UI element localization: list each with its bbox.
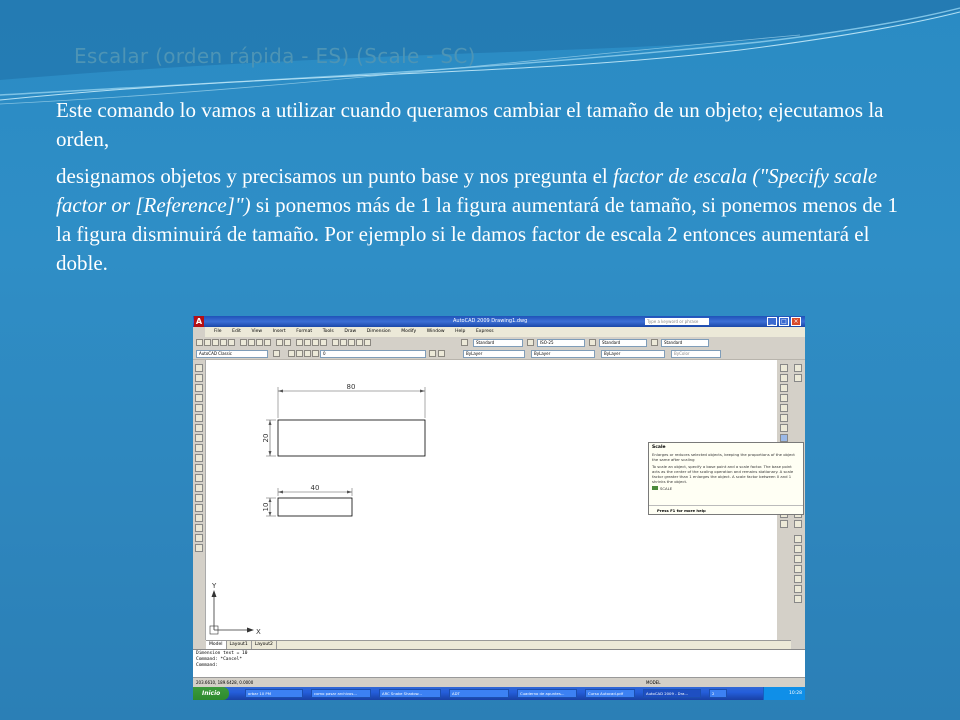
- rectangle-icon[interactable]: [195, 404, 203, 412]
- print-icon[interactable]: [220, 339, 227, 346]
- menu-help[interactable]: Help: [455, 329, 466, 334]
- windows-taskbar: [193, 687, 805, 700]
- slide-title: Escalar (orden rápida - ES) (Scale - SC): [74, 44, 476, 68]
- zoom-realtime-icon[interactable]: [304, 339, 311, 346]
- task-button-active[interactable]: AutoCAD 2009 - Dra...: [643, 689, 701, 698]
- tab-layout2[interactable]: Layout2: [252, 641, 277, 649]
- menu-view[interactable]: View: [251, 329, 263, 334]
- scale-factor-emphasis: factor de escala ("Specify scale factor or [Reference]"): [56, 164, 878, 217]
- draw-toolbar: [193, 360, 206, 640]
- layer-lock-icon[interactable]: [312, 350, 319, 357]
- undo-icon[interactable]: [276, 339, 283, 346]
- tooltip-instructions: To scale an object, specify a base point and a scale factor. The base point acts as the center of the scaling operation and remains stationary. A scale factor greater than 1 enlarges the object. A scale factor between 0 and 1 shrinks the object.: [652, 464, 794, 484]
- circle-icon[interactable]: [195, 424, 203, 432]
- command-line-1: Dimension text = 10: [196, 651, 248, 656]
- small-rectangle[interactable]: [278, 498, 352, 516]
- spline-icon[interactable]: [195, 444, 203, 452]
- task-button[interactable]: Curso Autocad.pdf: [585, 689, 635, 698]
- properties-icon[interactable]: [332, 339, 339, 346]
- task-group-button[interactable]: 2: [709, 689, 727, 698]
- tooltip-title: Scale: [652, 445, 666, 450]
- multileader-style-select[interactable]: Standard: [661, 339, 709, 347]
- array-icon[interactable]: [780, 404, 788, 412]
- autocad-logo-icon[interactable]: A: [195, 317, 203, 326]
- tab-layout1[interactable]: Layout1: [227, 641, 252, 649]
- snap-nearest-icon[interactable]: [794, 595, 802, 603]
- menu-file[interactable]: File: [214, 329, 222, 334]
- command-prompt[interactable]: Command:: [196, 663, 218, 668]
- snap-quadrant-icon[interactable]: [794, 575, 802, 583]
- table-style-icon[interactable]: [589, 339, 596, 346]
- menu-window[interactable]: Window: [426, 329, 445, 334]
- task-button[interactable]: ADT: [449, 689, 509, 698]
- task-button[interactable]: orbar 10 PM: [245, 689, 303, 698]
- title-bar: [193, 316, 805, 327]
- design-center-icon[interactable]: [340, 339, 347, 346]
- ucs-y-label: Y: [212, 582, 217, 590]
- copy-icon[interactable]: [248, 339, 255, 346]
- construction-line-icon[interactable]: [195, 374, 203, 382]
- menu-format[interactable]: Format: [296, 329, 313, 334]
- revision-cloud-icon[interactable]: [195, 434, 203, 442]
- ellipse-icon[interactable]: [195, 454, 203, 462]
- point-icon[interactable]: [195, 494, 203, 502]
- properties-toolbar: [193, 348, 805, 360]
- calculator-icon[interactable]: [356, 339, 363, 346]
- task-button[interactable]: ARC Snake Shadow...: [379, 689, 441, 698]
- cut-icon[interactable]: [240, 339, 247, 346]
- paragraph-2-start: designamos objetos y precisamos un punto base y nos pregunta el: [56, 164, 613, 188]
- color-select[interactable]: ByLayer: [463, 350, 525, 358]
- lineweight-select[interactable]: ByLayer: [601, 350, 665, 358]
- menu-express[interactable]: Express: [475, 329, 494, 334]
- large-height-label: 20: [262, 433, 270, 443]
- draw-order-icon[interactable]: [794, 364, 802, 372]
- make-block-icon[interactable]: [195, 484, 203, 492]
- menu-draw[interactable]: Draw: [344, 329, 357, 334]
- minimize-icon[interactable]: _: [767, 317, 777, 326]
- text-style-select[interactable]: Standard: [473, 339, 523, 347]
- menu-bar: [205, 327, 805, 337]
- maximize-icon[interactable]: □: [779, 317, 789, 326]
- redo-icon[interactable]: [284, 339, 291, 346]
- snap-midpoint-icon[interactable]: [794, 555, 802, 563]
- mirror-icon[interactable]: [780, 384, 788, 392]
- text-front-icon[interactable]: [794, 520, 802, 528]
- dim-style-select[interactable]: ISO-25: [537, 339, 585, 347]
- preview-icon[interactable]: [228, 339, 235, 346]
- search-input[interactable]: Type a keyword or phrase: [645, 318, 709, 325]
- multiline-text-icon[interactable]: [195, 544, 203, 552]
- object-snap-icon[interactable]: [794, 535, 802, 543]
- snap-endpoint-icon[interactable]: [794, 545, 802, 553]
- new-icon[interactable]: [196, 339, 203, 346]
- command-line-icon: [652, 486, 658, 490]
- linetype-select[interactable]: ByLayer: [531, 350, 595, 358]
- small-height-label: 10: [262, 502, 270, 512]
- start-button[interactable]: Inicio: [193, 687, 229, 700]
- close-icon[interactable]: ×: [791, 317, 801, 326]
- tooltip-description: Enlarges or reduces selected objects, keeping the proportions of the object the same after scaling: [652, 452, 795, 462]
- window-title: AutoCAD 2009 Drawing1.dwg: [453, 318, 528, 324]
- bring-front-icon[interactable]: [794, 374, 802, 382]
- zoom-window-icon[interactable]: [312, 339, 319, 346]
- small-width-label: 40: [310, 484, 320, 492]
- system-tray: [763, 687, 805, 700]
- task-button[interactable]: como pasar archivos...: [311, 689, 371, 698]
- make-current-layer-icon[interactable]: [429, 350, 436, 357]
- menu-modify[interactable]: Modify: [401, 329, 417, 334]
- clock: 10:28: [789, 691, 802, 696]
- gradient-icon[interactable]: [195, 514, 203, 522]
- erase-icon[interactable]: [780, 364, 788, 372]
- move-icon[interactable]: [780, 414, 788, 422]
- layer-on-icon[interactable]: [296, 350, 303, 357]
- large-rectangle[interactable]: [278, 420, 425, 456]
- help-icon[interactable]: [364, 339, 371, 346]
- snap-tangent-icon[interactable]: [794, 585, 802, 593]
- polygon-icon[interactable]: [195, 394, 203, 402]
- command-line-2: Command: *Cancel*: [196, 657, 243, 662]
- large-width-label: 80: [346, 383, 356, 391]
- tooltip-command: [652, 486, 800, 491]
- paragraph-2-end: si ponemos más de 1 la figura aumentará de tamaño, si ponemos menos de 1 la figura disminuirá de tamaño. Por ejemplo si le damos factor de escala 2 entonces aumentará el doble.: [56, 193, 898, 275]
- slide-body: [56, 96, 916, 286]
- coordinates-readout: 203.6610, 189.6428, 0.0000: [196, 680, 254, 685]
- scale-tooltip: [648, 442, 804, 515]
- workspace-settings-icon[interactable]: [273, 350, 280, 357]
- table-style-select[interactable]: Standard: [599, 339, 647, 347]
- open-icon[interactable]: [204, 339, 211, 346]
- fillet-icon[interactable]: [780, 520, 788, 528]
- layer-manager-icon[interactable]: [288, 350, 295, 357]
- paragraph-2: [56, 162, 916, 278]
- plotstyle-select[interactable]: ByColor: [671, 350, 721, 358]
- zoom-previous-icon[interactable]: [320, 339, 327, 346]
- workspace-select[interactable]: AutoCAD Classic: [196, 350, 268, 358]
- tool-palettes-icon[interactable]: [348, 339, 355, 346]
- scale-icon[interactable]: [780, 434, 788, 442]
- ucs-icon: [210, 582, 261, 636]
- tab-model[interactable]: Model: [206, 641, 227, 649]
- region-icon[interactable]: [195, 524, 203, 532]
- tooltip-command-name: SCALE: [660, 486, 673, 491]
- copy-object-icon[interactable]: [780, 374, 788, 382]
- tooltip-help: Press F1 for more help: [649, 505, 803, 514]
- save-icon[interactable]: [212, 339, 219, 346]
- layout-tabs: [206, 640, 791, 649]
- autocad-screenshot: [193, 316, 805, 700]
- text-style-icon[interactable]: [461, 339, 468, 346]
- ellipse-arc-icon[interactable]: [195, 464, 203, 472]
- hatch-icon[interactable]: [195, 504, 203, 512]
- offset-icon[interactable]: [780, 394, 788, 402]
- line-icon[interactable]: [195, 364, 203, 372]
- rotate-icon[interactable]: [780, 424, 788, 432]
- layer-freeze-icon[interactable]: [304, 350, 311, 357]
- snap-center-icon[interactable]: [794, 565, 802, 573]
- multileader-style-icon[interactable]: [651, 339, 658, 346]
- menu-tools[interactable]: Tools: [322, 329, 334, 334]
- paragraph-1: Este comando lo vamos a utilizar cuando queramos cambiar el tamaño de un objeto; ejecutamos la orden,: [56, 98, 884, 151]
- table-icon[interactable]: [195, 534, 203, 542]
- task-button[interactable]: Cuaderno de apuntes...: [517, 689, 577, 698]
- layer-select[interactable]: 0: [320, 350, 426, 358]
- paste-icon[interactable]: [256, 339, 263, 346]
- layer-previous-icon[interactable]: [438, 350, 445, 357]
- ucs-x-label: X: [256, 628, 261, 636]
- insert-block-icon[interactable]: [195, 474, 203, 482]
- polyline-icon[interactable]: [195, 384, 203, 392]
- command-window[interactable]: [193, 649, 805, 677]
- menu-insert[interactable]: Insert: [272, 329, 286, 334]
- match-properties-icon[interactable]: [264, 339, 271, 346]
- arc-icon[interactable]: [195, 414, 203, 422]
- pan-icon[interactable]: [296, 339, 303, 346]
- dim-style-icon[interactable]: [527, 339, 534, 346]
- menu-dimension[interactable]: Dimension: [366, 329, 391, 334]
- menu-edit[interactable]: Edit: [232, 329, 241, 334]
- model-space-toggle[interactable]: MODEL: [646, 680, 661, 685]
